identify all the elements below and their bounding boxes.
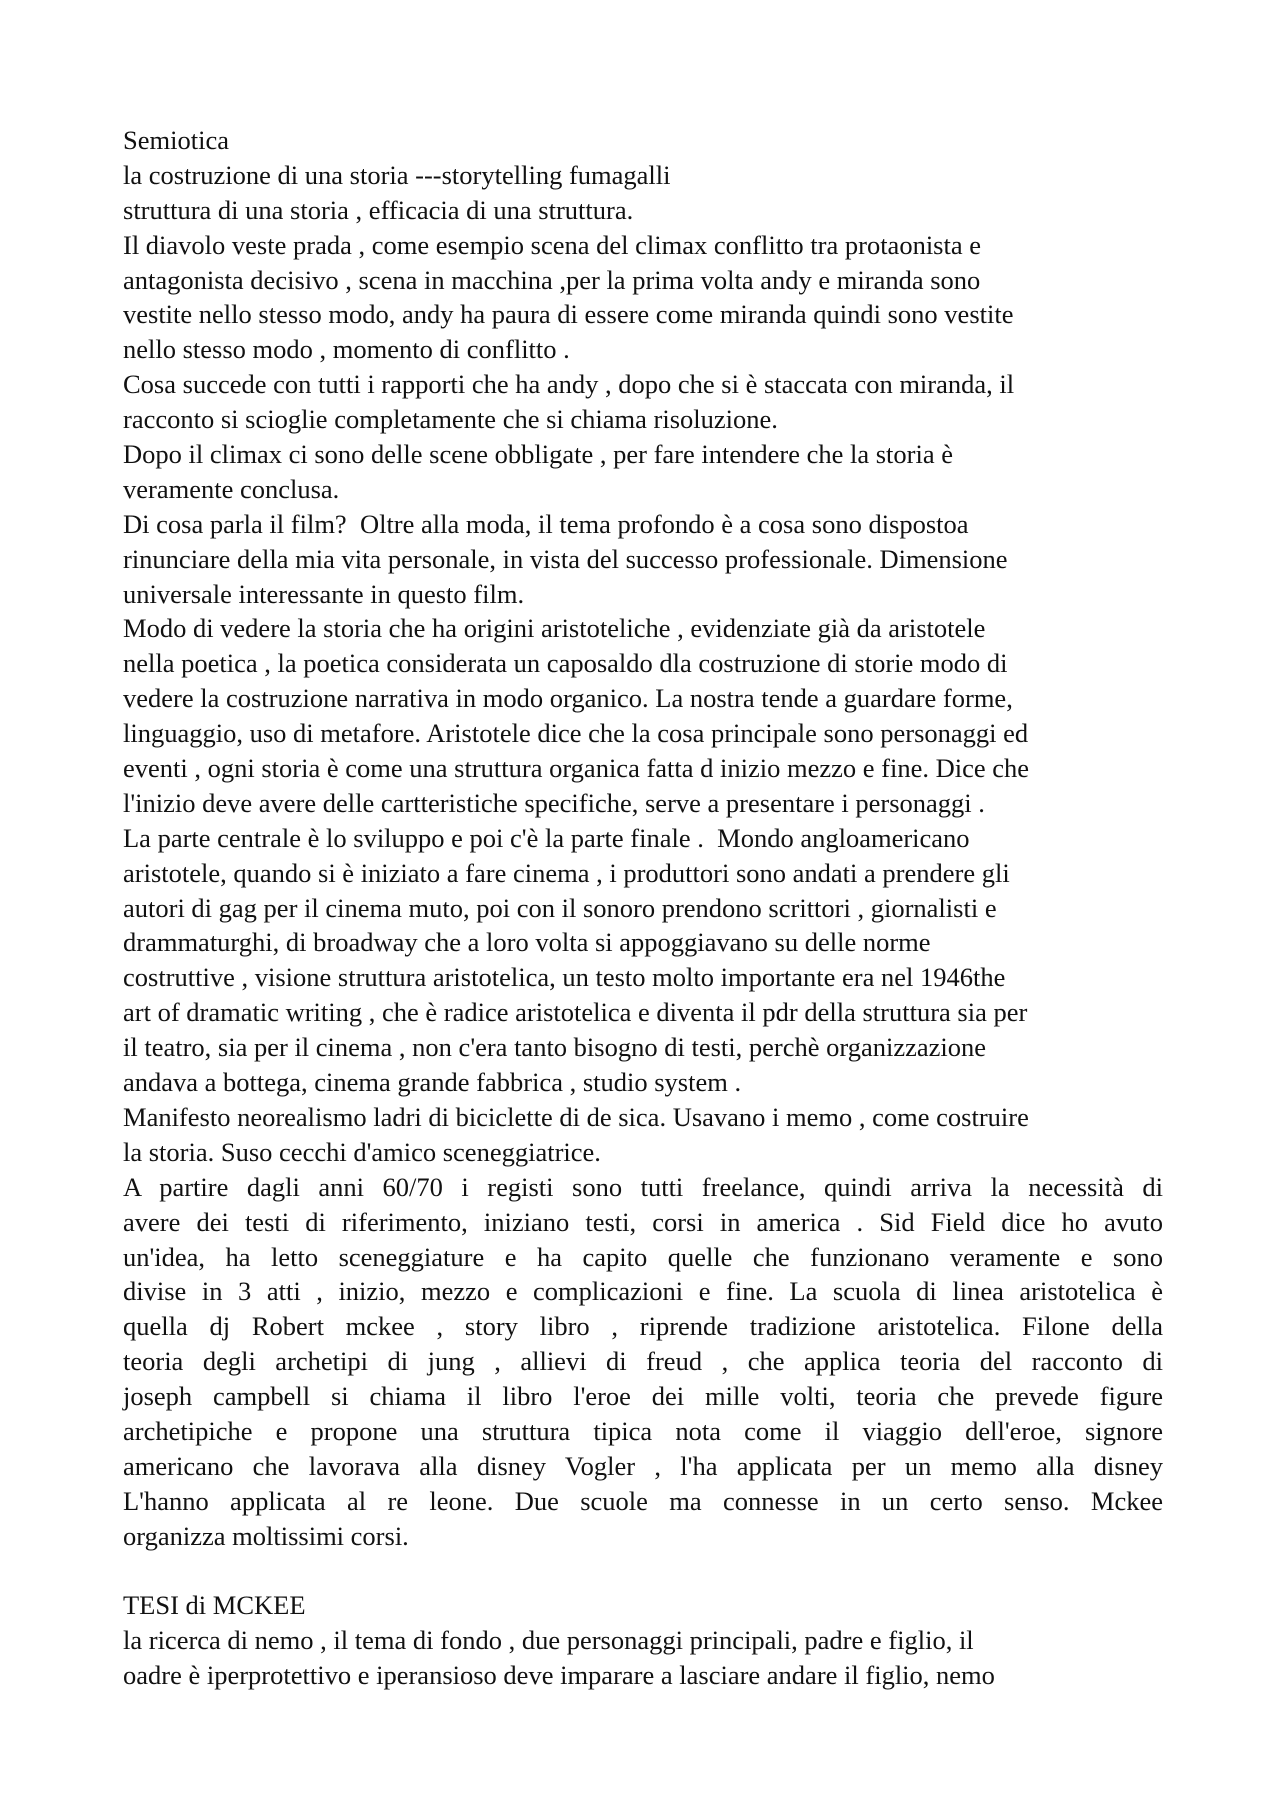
text-line: aristotele, quando si è iniziato a fare cinema , i produttori sono andati a prendere gli	[123, 857, 1010, 888]
text-line: oadre è iperprotettivo e iperansioso deve imparare a lasciare andare il figlio, nemo	[123, 1660, 995, 1691]
text-line: Dopo il climax ci sono delle scene obbligate , per fare intendere che la storia è	[123, 439, 954, 470]
text-line: Di cosa parla il film? Oltre alla moda, il tema profondo è a cosa sono dispostoa	[123, 508, 969, 539]
text-line: linguaggio, uso di metafore. Aristotele dice che la cosa principale sono personaggi ed	[123, 718, 1029, 749]
text-line: vedere la costruzione narrativa in modo organico. La nostra tende a guardare forme,	[123, 683, 1013, 714]
text-line: la costruzione di una storia ---storytelling fumagalli	[123, 159, 671, 190]
blank-line	[123, 1554, 1163, 1589]
text-line: rinunciare della mia vita personale, in vista del successo professionale. Dimensione	[123, 543, 1008, 574]
text-line: struttura di una storia , efficacia di una struttura.	[123, 194, 634, 225]
text-line: drammaturghi, di broadway che a loro volta si appoggiavano su delle norme	[123, 927, 931, 958]
justified-line: archetipiche e propone una struttura tipica nota come il viaggio dell'eroe, signore	[123, 1415, 1163, 1446]
justified-line: un'idea, ha letto sceneggiature e ha capito quelle che funzionano veramente e sono	[123, 1241, 1163, 1272]
justified-line: teoria degli archetipi di jung , allievi di freud , che applica teoria del racconto di	[123, 1346, 1163, 1377]
justified-line: avere dei testi di riferimento, iniziano testi, corsi in america . Sid Field dice ho avuto	[123, 1206, 1163, 1237]
justified-line: joseph campbell si chiama il libro l'eroe dei mille volti, teoria che prevede figure	[123, 1381, 1163, 1412]
text-line: la storia. Suso cecchi d'amico sceneggiatrice.	[123, 1136, 601, 1167]
document-title: Semiotica	[123, 125, 229, 155]
text-line: universale interessante in questo film.	[123, 578, 525, 609]
justified-line: quella dj Robert mckee , story libro , riprende tradizione aristotelica. Filone della	[123, 1311, 1163, 1342]
text-line: art of dramatic writing , che è radice aristotelica e diventa il pdr della struttura sia per	[123, 997, 1028, 1028]
text-line: l'inizio deve avere delle cartteristiche specifiche, serve a presentare i personaggi .	[123, 787, 985, 818]
text-line: il teatro, sia per il cinema , non c'era tanto bisogno di testi, perchè organizzazione	[123, 1032, 987, 1063]
text-line: Modo di vedere la storia che ha origini aristoteliche , evidenziate già da aristotele	[123, 613, 986, 644]
text-line: Manifesto neorealismo ladri di biciclette di de sica. Usavano i memo , come costruire	[123, 1101, 1029, 1132]
text-line: nella poetica , la poetica considerata un caposaldo dla costruzione di storie modo di	[123, 648, 1008, 679]
text-line: Il diavolo veste prada , come esempio scena del climax conflitto tra protaonista e	[123, 229, 982, 260]
text-line: La parte centrale è lo sviluppo e poi c'è la parte finale . Mondo angloamericano	[123, 822, 970, 853]
text-line: nello stesso modo , momento di conflitto .	[123, 334, 570, 365]
justified-line: divise in 3 atti , inizio, mezzo e complicazioni e fine. La scuola di linea aristotelica è	[123, 1276, 1163, 1307]
text-line: andava a bottega, cinema grande fabbrica , studio system .	[123, 1067, 742, 1098]
section-heading: TESI di MCKEE	[123, 1590, 306, 1621]
justified-line: L'hanno applicata al re leone. Due scuole ma connesse in un certo senso. Mckee	[123, 1485, 1163, 1516]
text-line: la ricerca di nemo , il tema di fondo , due personaggi principali, padre e figlio, il	[123, 1625, 974, 1656]
text-line: eventi , ogni storia è come una struttura organica fatta d inizio mezzo e fine. Dice che	[123, 753, 1030, 784]
text-line: vestite nello stesso modo, andy ha paura di essere come miranda quindi sono vestite	[123, 299, 1014, 330]
text-line: antagonista decisivo , scena in macchina ,per la prima volta andy e miranda sono	[123, 264, 981, 295]
text-line: Cosa succede con tutti i rapporti che ha andy , dopo che si è staccata con miranda, il	[123, 369, 1015, 400]
paragraph-end-line: organizza moltissimi corsi.	[123, 1520, 409, 1551]
text-line: costruttive , visione struttura aristotelica, un testo molto importante era nel 1946the	[123, 962, 1006, 993]
justified-line: A partire dagli anni 60/70 i registi sono tutti freelance, quindi arriva la necessità di	[123, 1171, 1163, 1202]
text-line: veramente conclusa.	[123, 473, 340, 504]
text-line: autori di gag per il cinema muto, poi con il sonoro prendono scrittori , giornalisti e	[123, 892, 997, 923]
document-body	[123, 123, 1163, 1693]
justified-line: americano che lavorava alla disney Vogler , l'ha applicata per un memo alla disney	[123, 1450, 1163, 1481]
text-line: racconto si scioglie completamente che si chiama risoluzione.	[123, 404, 778, 435]
